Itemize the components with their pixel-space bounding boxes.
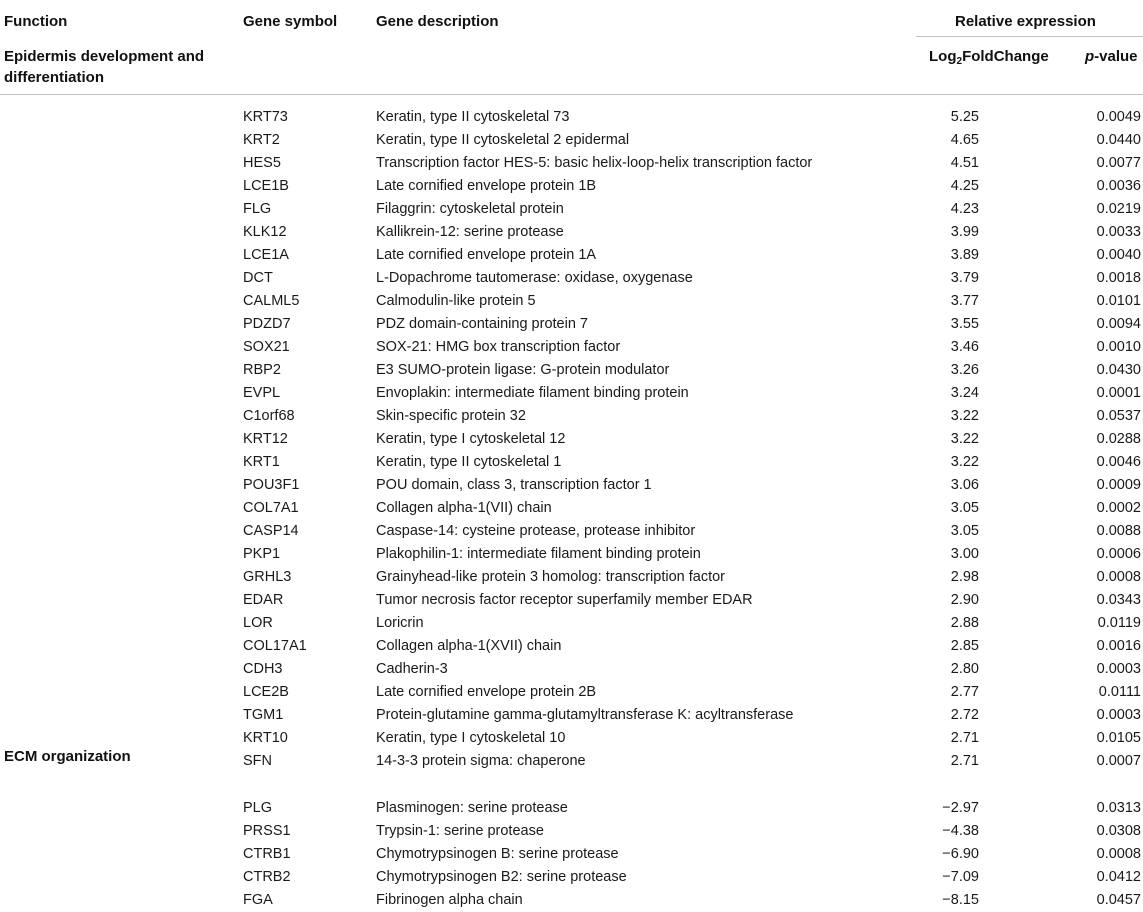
pvalue-cell: 0.0111 (1098, 684, 1141, 700)
gene-symbol-cell: LCE1A (243, 247, 289, 263)
table-row (0, 221, 1143, 244)
gene-symbol-cell: HES5 (243, 155, 281, 171)
gene-symbol-cell: FGA (243, 892, 273, 908)
gene-description-cell: Protein-glutamine gamma-glutamyltransferase K: acyltransferase (376, 707, 794, 723)
pvalue-cell: 0.0046 (1096, 454, 1141, 470)
gene-description-cell: Chymotrypsinogen B2: serine protease (376, 869, 627, 885)
table-row (0, 336, 1143, 359)
table-row (0, 405, 1143, 428)
gene-symbol-cell: CTRB2 (243, 869, 291, 885)
gene-symbol-cell: RBP2 (243, 362, 281, 378)
log2foldchange-cell: 3.22 (950, 431, 979, 447)
gene-description-cell: Transcription factor HES-5: basic helix-loop-helix transcription factor (376, 155, 813, 171)
pvalue-cell: 0.0440 (1096, 132, 1141, 148)
log2foldchange-cell: 5.25 (950, 109, 979, 125)
table-row (0, 727, 1143, 750)
gene-description-cell: POU domain, class 3, transcription factor 1 (376, 477, 652, 493)
table-row (0, 267, 1143, 290)
log2foldchange-cell: 2.90 (950, 592, 979, 608)
gene-description-cell: Calmodulin-like protein 5 (376, 293, 536, 309)
log2foldchange-cell: 4.23 (950, 201, 979, 217)
log2foldchange-cell: 3.05 (950, 523, 979, 539)
gene-description-cell: Filaggrin: cytoskeletal protein (376, 201, 564, 217)
pvalue-cell: 0.0018 (1096, 270, 1141, 286)
header-log-suffix: FoldChange (962, 48, 1049, 65)
pvalue-cell: 0.0016 (1096, 638, 1141, 654)
table-row (0, 313, 1143, 336)
section-title: ECM organization (4, 748, 131, 765)
log2foldchange-cell: 3.77 (950, 293, 979, 309)
log2foldchange-cell: 3.89 (950, 247, 979, 263)
gene-symbol-cell: SOX21 (243, 339, 290, 355)
gene-symbol-cell: CDH3 (243, 661, 283, 677)
log2foldchange-cell: 3.26 (950, 362, 979, 378)
table-row (0, 658, 1143, 681)
pvalue-cell: 0.0313 (1096, 800, 1141, 816)
pvalue-cell: 0.0105 (1096, 730, 1141, 746)
header-group-rule (916, 36, 1143, 37)
gene-symbol-cell: POU3F1 (243, 477, 300, 493)
table-row (0, 866, 1143, 889)
gene-description-cell: Plakophilin-1: intermediate filament binding protein (376, 546, 701, 562)
gene-description-cell: Trypsin-1: serine protease (376, 823, 544, 839)
gene-description-cell: 14-3-3 protein sigma: chaperone (376, 753, 586, 769)
log2foldchange-cell: 4.51 (950, 155, 979, 171)
table-row (0, 175, 1143, 198)
pvalue-cell: 0.0088 (1096, 523, 1141, 539)
gene-description-cell: Collagen alpha-1(VII) chain (376, 500, 552, 516)
table-row (0, 497, 1143, 520)
pvalue-cell: 0.0001 (1096, 385, 1141, 401)
log2foldchange-cell: 3.79 (950, 270, 979, 286)
pvalue-cell: 0.0077 (1096, 155, 1141, 171)
pvalue-cell: 0.0008 (1096, 846, 1141, 862)
header-pvalue (1085, 47, 1138, 67)
gene-symbol-cell: CTRB1 (243, 846, 291, 862)
log2foldchange-cell: 3.22 (950, 408, 979, 424)
gene-description-cell: PDZ domain-containing protein 7 (376, 316, 588, 332)
gene-description-cell: Grainyhead-like protein 3 homolog: transcription factor (376, 569, 725, 585)
header-function: Function (4, 13, 68, 30)
table-row (0, 520, 1143, 543)
gene-symbol-cell: GRHL3 (243, 569, 292, 585)
gene-description-cell: Late cornified envelope protein 1A (376, 247, 597, 263)
table-row (0, 129, 1143, 152)
pvalue-cell: 0.0007 (1096, 753, 1141, 769)
gene-symbol-cell: CASP14 (243, 523, 299, 539)
table-row (0, 635, 1143, 658)
section-rows (0, 106, 1143, 773)
log2foldchange-cell: 4.25 (950, 178, 979, 194)
header-log-prefix: Log (929, 48, 957, 65)
gene-symbol-cell: C1orf68 (243, 408, 295, 424)
pvalue-cell: 0.0219 (1096, 201, 1141, 217)
table-row (0, 797, 1143, 820)
log2foldchange-cell: 2.71 (950, 753, 979, 769)
log2foldchange-cell: −7.09 (942, 869, 979, 885)
pvalue-cell: 0.0094 (1096, 316, 1141, 332)
gene-symbol-cell: KLK12 (243, 224, 287, 240)
gene-description-cell: Keratin, type II cytoskeletal 2 epidermal (376, 132, 630, 148)
log2foldchange-cell: −2.97 (942, 800, 979, 816)
table-row (0, 820, 1143, 843)
log2foldchange-cell: 3.55 (950, 316, 979, 332)
table-row (0, 843, 1143, 866)
gene-symbol-cell: LCE2B (243, 684, 289, 700)
gene-description-cell: Fibrinogen alpha chain (376, 892, 523, 908)
gene-symbol-cell: KRT10 (243, 730, 288, 746)
section-title: Epidermis development and differentiation (4, 48, 205, 86)
gene-description-cell: Late cornified envelope protein 2B (376, 684, 597, 700)
gene-description-cell: Plasminogen: serine protease (376, 800, 568, 816)
header-gene-symbol: Gene symbol (243, 13, 338, 30)
gene-symbol-cell: EDAR (243, 592, 284, 608)
log2foldchange-cell: −8.15 (942, 892, 979, 908)
log2foldchange-cell: 2.72 (950, 707, 979, 723)
pvalue-cell: 0.0033 (1096, 224, 1141, 240)
gene-description-cell: Cadherin-3 (376, 661, 448, 677)
gene-description-cell: SOX-21: HMG box transcription factor (376, 339, 621, 355)
gene-symbol-cell: KRT2 (243, 132, 280, 148)
gene-symbol-cell: COL17A1 (243, 638, 307, 654)
pvalue-cell: 0.0008 (1096, 569, 1141, 585)
table-row (0, 428, 1143, 451)
table-row (0, 543, 1143, 566)
pvalue-cell: 0.0049 (1096, 109, 1141, 125)
log2foldchange-cell: 3.99 (950, 224, 979, 240)
gene-symbol-cell: KRT73 (243, 109, 288, 125)
log2foldchange-cell: 2.98 (950, 569, 979, 585)
gene-symbol-cell: DCT (243, 270, 273, 286)
header-relative-expression: Relative expression (955, 13, 1096, 30)
gene-symbol-cell: FLG (243, 201, 272, 217)
table-row (0, 106, 1143, 129)
pvalue-cell: 0.0343 (1096, 592, 1141, 608)
pvalue-cell: 0.0040 (1096, 247, 1141, 263)
pvalue-cell: 0.0412 (1096, 869, 1141, 885)
table-row (0, 681, 1143, 704)
gene-description-cell: Envoplakin: intermediate filament binding protein (376, 385, 689, 401)
table-row (0, 382, 1143, 405)
gene-description-cell: Kallikrein-12: serine protease (376, 224, 564, 240)
log2foldchange-cell: 3.06 (950, 477, 979, 493)
table-row (0, 589, 1143, 612)
log2foldchange-cell: 3.05 (950, 500, 979, 516)
gene-description-cell: E3 SUMO-protein ligase: G-protein modulator (376, 362, 670, 378)
pvalue-cell: 0.0003 (1096, 707, 1141, 723)
pvalue-cell: 0.0457 (1096, 892, 1141, 908)
gene-symbol-cell: LCE1B (243, 178, 289, 194)
table-row (0, 244, 1143, 267)
header-pvalue-rest: -value (1094, 48, 1138, 65)
gene-description-cell: Skin-specific protein 32 (376, 408, 526, 424)
table-row (0, 359, 1143, 382)
pvalue-cell: 0.0288 (1096, 431, 1141, 447)
table-row (0, 290, 1143, 313)
log2foldchange-cell: −4.38 (942, 823, 979, 839)
header-rule (0, 94, 1143, 95)
gene-symbol-cell: KRT12 (243, 431, 288, 447)
log2foldchange-cell: 3.24 (950, 385, 979, 401)
table-row (0, 474, 1143, 497)
pvalue-cell: 0.0101 (1096, 293, 1141, 309)
table-row (0, 704, 1143, 727)
log2foldchange-cell: 2.77 (950, 684, 979, 700)
table-row (0, 889, 1143, 912)
gene-description-cell: Keratin, type II cytoskeletal 1 (376, 454, 562, 470)
log2foldchange-cell: 3.22 (950, 454, 979, 470)
gene-symbol-cell: LOR (243, 615, 273, 631)
pvalue-cell: 0.0003 (1096, 661, 1141, 677)
pvalue-cell: 0.0537 (1096, 408, 1141, 424)
gene-description-cell: Tumor necrosis factor receptor superfamily member EDAR (376, 592, 753, 608)
table-row (0, 612, 1143, 635)
pvalue-cell: 0.0009 (1096, 477, 1141, 493)
gene-description-cell: Keratin, type II cytoskeletal 73 (376, 109, 570, 125)
log2foldchange-cell: 4.65 (950, 132, 979, 148)
gene-symbol-cell: PDZD7 (243, 316, 291, 332)
log2foldchange-cell: 3.46 (950, 339, 979, 355)
pvalue-cell: 0.0308 (1096, 823, 1141, 839)
log2foldchange-cell: 2.88 (950, 615, 979, 631)
table-row (0, 750, 1143, 773)
log2foldchange-cell: −6.90 (942, 846, 979, 862)
gene-symbol-cell: KRT1 (243, 454, 280, 470)
gene-description-cell: Keratin, type I cytoskeletal 12 (376, 431, 566, 447)
gene-description-cell: Caspase-14: cysteine protease, protease inhibitor (376, 523, 696, 539)
log2foldchange-cell: 3.00 (950, 546, 979, 562)
gene-description-cell: L-Dopachrome tautomerase: oxidase, oxygenase (376, 270, 693, 286)
gene-symbol-cell: TGM1 (243, 707, 284, 723)
gene-symbol-cell: PKP1 (243, 546, 281, 562)
pvalue-cell: 0.0002 (1096, 500, 1141, 516)
gene-symbol-cell: SFN (243, 753, 272, 769)
pvalue-cell: 0.0010 (1096, 339, 1141, 355)
gene-symbol-cell: EVPL (243, 385, 281, 401)
header-gene-description: Gene description (376, 13, 499, 30)
log2foldchange-cell: 2.80 (950, 661, 979, 677)
pvalue-cell: 0.0006 (1096, 546, 1141, 562)
header-pvalue-p: p (1085, 48, 1095, 65)
gene-symbol-cell: CALML5 (243, 293, 300, 309)
pvalue-cell: 0.0430 (1096, 362, 1141, 378)
pvalue-cell: 0.0036 (1096, 178, 1141, 194)
header-log-subscript: 2 (956, 56, 963, 67)
section-rows (0, 797, 1143, 912)
header-log2foldchange (929, 47, 1049, 72)
gene-description-cell: Collagen alpha-1(XVII) chain (376, 638, 562, 654)
gene-symbol-cell: PRSS1 (243, 823, 291, 839)
gene-symbol-cell: COL7A1 (243, 500, 299, 516)
log2foldchange-cell: 2.71 (950, 730, 979, 746)
table-row (0, 152, 1143, 175)
gene-symbol-cell: PLG (243, 800, 273, 816)
pvalue-cell: 0.0119 (1097, 615, 1141, 631)
gene-description-cell: Late cornified envelope protein 1B (376, 178, 597, 194)
gene-description-cell: Loricrin (376, 615, 424, 631)
gene-description-cell: Keratin, type I cytoskeletal 10 (376, 730, 566, 746)
gene-description-cell: Chymotrypsinogen B: serine protease (376, 846, 619, 862)
table-row (0, 198, 1143, 221)
table-row (0, 566, 1143, 589)
table-row (0, 451, 1143, 474)
log2foldchange-cell: 2.85 (950, 638, 979, 654)
